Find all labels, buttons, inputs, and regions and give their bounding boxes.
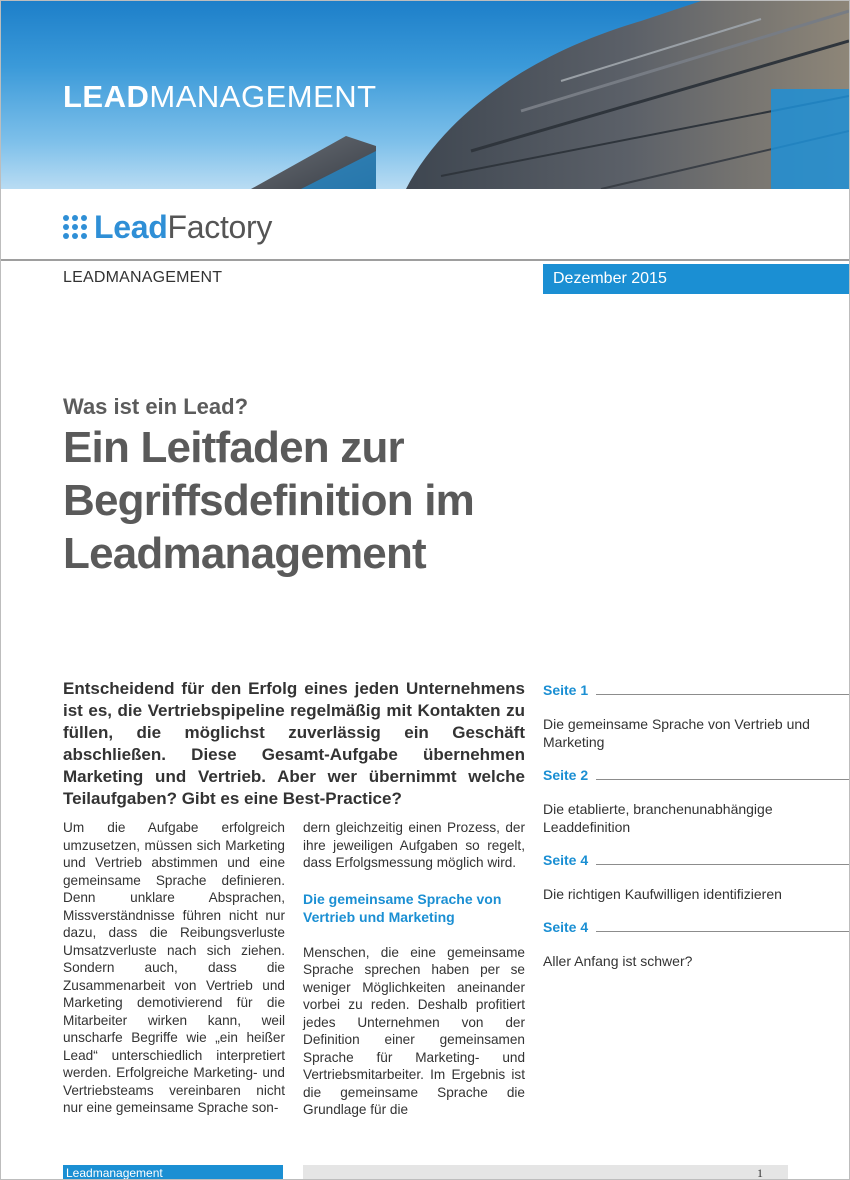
toc-description: Die richtigen Kaufwilligen identifizieren — [543, 886, 782, 902]
banner-title-light: MANAGEMENT — [149, 79, 377, 114]
date-badge: Dezember 2015 — [543, 264, 849, 294]
body-paragraph: dern gleichzeitig einen Prozess, der ihre jeweiligen Aufgaben so regelt, dass Erfolgsmessung möglich wird. — [303, 820, 525, 870]
toc-rule — [596, 931, 849, 932]
banner-title — [63, 79, 377, 115]
banner-title-bold: LEAD — [63, 79, 150, 114]
toc-item[interactable] — [543, 681, 849, 766]
section-subheading: Die gemeinsame Sprache von Vertrieb und Marketing — [303, 890, 502, 925]
toc-rule — [596, 779, 849, 780]
footer-label: Leadmanagement — [63, 1165, 283, 1180]
body-paragraph: Um die Aufgabe erfolgreich umzusetzen, müssen sich Marketing und Vertrieb abstimmen und eine gemeinsame Sprache definieren. Denn unklare Absprachen, Missverständnisse führen nicht nur dazu, dass die Reibungsverluste Umsatzverluste nach sich ziehen. Sondern auch, dass die Zusammenarbeit von Vertrieb und Marketing demotivierend für die Mitarbeiter wirken kann, weil unscharfe Begriffe wie „ein heißer Lead“ unterschiedlich interpretiert werden. Erfolgreiche Marketing- und Vertriebsteams vereinbaren nicht nur eine gemeinsame Sprache son- — [63, 820, 285, 1115]
toc-item[interactable] — [543, 918, 849, 985]
logo-word-factory: Factory — [167, 208, 273, 245]
body-column-1 — [63, 819, 285, 1135]
toc-page-ref: Seite 2 — [543, 767, 589, 783]
table-of-contents — [543, 681, 849, 985]
toc-rule — [596, 864, 849, 865]
kicker-heading: Was ist ein Lead? — [63, 394, 249, 419]
toc-rule — [596, 694, 849, 695]
logo-wordmark — [94, 209, 272, 246]
section-label: LEADMANAGEMENT — [63, 269, 223, 286]
page-number: 1 — [303, 1165, 788, 1180]
leadfactory-logo — [63, 209, 272, 245]
toc-description: Die etablierte, branchenunabhängige Leaddefinition — [543, 801, 773, 835]
toc-description: Aller Anfang ist schwer? — [543, 953, 693, 969]
toc-item[interactable] — [543, 851, 849, 918]
toc-page-ref: Seite 4 — [543, 852, 589, 868]
hero-banner — [1, 1, 849, 189]
toc-page-ref: Seite 4 — [543, 919, 589, 935]
lead-paragraph: Entscheidend für den Erfolg eines jeden Unternehmens ist es, die Vertriebspipeline regelmäßig mit Kontakten zu füllen, die möglichst zuverlässig ein Geschäft abschließen. Diese Gesamt-Aufgabe übernehmen Marketing und Vertrieb. Aber wer übernimmt welche Teilaufgaben? Gibt es eine Best-Practice? — [63, 679, 525, 808]
body-column-2 — [303, 819, 525, 1137]
page-title: Ein Leitfaden zur Begriffsdefinition im Leadmanagement — [63, 423, 474, 578]
body-paragraph: Menschen, die eine gemeinsame Sprache sprechen haben per se weniger Möglichkeiten aneinander vorbei zu reden. Deshalb profitiert jedes Unternehmen von der Definition einer gemeinsamen Sprache für Marketing- und Vertriebsmitarbeiter. Im Ergebnis ist die gemeinsame Sprache die Grundlage für die — [303, 944, 525, 1117]
toc-item[interactable] — [543, 766, 849, 851]
header-divider — [1, 259, 849, 261]
dot-grid-icon — [63, 215, 87, 239]
logo-word-lead: Lead — [94, 208, 168, 245]
toc-description: Die gemeinsame Sprache von Vertrieb und Marketing — [543, 716, 810, 750]
toc-page-ref: Seite 1 — [543, 682, 589, 698]
